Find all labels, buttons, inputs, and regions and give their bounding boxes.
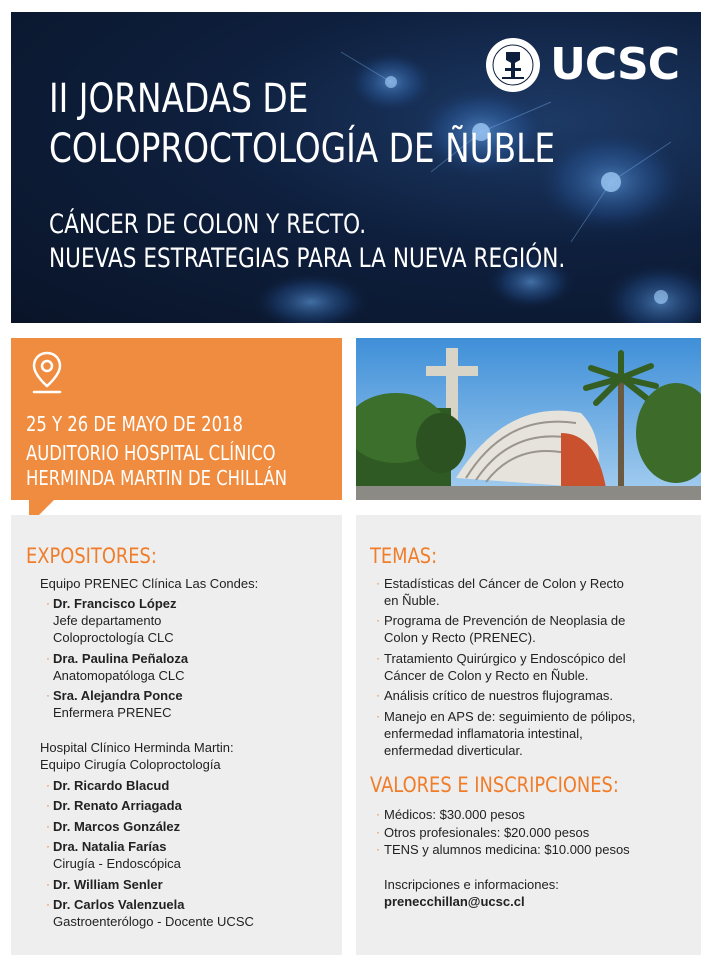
bullet-icon: · — [46, 897, 50, 911]
expositores-panel — [11, 515, 342, 955]
price-item: Otros profesionales: $20.000 pesos — [384, 825, 590, 840]
bullet-icon: · — [46, 688, 50, 702]
speaker-role: Cirugía - Endoscópica — [53, 856, 181, 871]
topic-item: Estadísticas del Cáncer de Colon y Recto — [384, 576, 624, 591]
title-line-1: II JORNADAS DE — [49, 76, 309, 122]
speaker-role: Jefe departamento — [53, 613, 162, 628]
topic-item: enfermedad inflamatoria intestinal, — [384, 726, 583, 741]
subtitle-line-1: CÁNCER DE COLON Y RECTO. — [49, 209, 367, 240]
topic-item: Análisis crítico de nuestros flujogramas. — [384, 688, 614, 703]
venue-photo — [356, 338, 701, 500]
bullet-icon: · — [46, 877, 50, 891]
expositores-heading: EXPOSITORES: — [26, 544, 157, 568]
valores-heading: VALORES E INSCRIPCIONES: — [370, 773, 619, 797]
bullet-icon: · — [376, 688, 380, 702]
speaker-name: Dr. Marcos González — [53, 819, 181, 834]
bullet-icon: · — [376, 709, 380, 723]
bullet-icon: · — [46, 596, 50, 610]
topic-item: enfermedad diverticular. — [384, 743, 523, 758]
temas-heading: TEMAS: — [370, 544, 438, 568]
speaker-role: Anatomopatóloga CLC — [53, 668, 185, 683]
speaker-name: Dr. Ricardo Blacud — [53, 778, 170, 793]
bullet-icon: · — [376, 651, 380, 665]
group1-intro: Equipo PRENEC Clínica Las Condes: — [40, 576, 259, 591]
bullet-icon: · — [46, 819, 50, 833]
topic-item: Tratamiento Quirúrgico y Endoscópico del — [384, 651, 626, 666]
bullet-icon: · — [376, 842, 380, 856]
contact-label: Inscripciones e informaciones: — [384, 877, 559, 892]
speaker-role: Coloproctología CLC — [53, 630, 174, 645]
topic-item: Programa de Prevención de Neoplasia de — [384, 613, 626, 628]
bullet-icon: · — [376, 613, 380, 627]
header-banner — [11, 12, 701, 323]
speaker-name: Dr. William Senler — [53, 877, 163, 892]
price-item: TENS y alumnos medicina: $10.000 pesos — [384, 842, 630, 857]
group2-intro: Equipo Cirugía Coloproctología — [40, 757, 221, 772]
event-info-box — [11, 338, 342, 500]
bullet-icon: · — [46, 798, 50, 812]
price-item: Médicos: $30.000 pesos — [384, 807, 525, 822]
topic-item: Manejo en APS de: seguimiento de pólipos, — [384, 709, 636, 724]
topic-item: Colon y Recto (PRENEC). — [384, 630, 536, 645]
speaker-name: Dra. Paulina Peñaloza — [53, 651, 189, 666]
speaker-role: Enfermera PRENEC — [53, 705, 172, 720]
bullet-icon: · — [46, 839, 50, 853]
bullet-icon: · — [376, 807, 380, 821]
bullet-icon: · — [376, 576, 380, 590]
page-title — [49, 74, 555, 174]
speaker-name: Dra. Natalia Farías — [53, 839, 167, 854]
speaker-name: Dr. Renato Arriagada — [53, 798, 182, 813]
subtitle-line-2: NUEVAS ESTRATEGIAS PARA LA NUEVA REGIÓN. — [49, 243, 566, 274]
group2-intro: Hospital Clínico Herminda Martin: — [40, 740, 234, 755]
speaker-name: Dr. Carlos Valenzuela — [53, 897, 185, 912]
page-subtitle — [49, 208, 565, 276]
speaker-name: Sra. Alejandra Ponce — [53, 688, 183, 703]
bullet-icon: · — [46, 778, 50, 792]
title-line-2: COLOPROCTOLOGÍA DE ÑUBLE — [49, 126, 556, 172]
location-pin-icon — [28, 350, 66, 396]
contact-email-link[interactable]: prenecchillan@ucsc.cl — [384, 894, 525, 909]
event-date: 25 Y 26 DE MAYO DE 2018 — [26, 412, 243, 436]
bullet-icon: · — [46, 651, 50, 665]
topic-item: Cáncer de Colon y Recto en Ñuble. — [384, 668, 589, 683]
event-venue-line-1: AUDITORIO HOSPITAL CLÍNICO — [26, 441, 276, 465]
speaker-role: Gastroenterólogo - Docente UCSC — [53, 914, 254, 929]
topic-item: en Ñuble. — [384, 593, 440, 608]
event-venue-line-2: HERMINDA MARTIN DE CHILLÁN — [26, 466, 287, 490]
speaker-name: Dr. Francisco López — [53, 596, 177, 611]
ucsc-logo-text: UCSC — [550, 39, 679, 90]
bullet-icon: · — [376, 825, 380, 839]
temas-panel — [356, 515, 701, 955]
cathedral-illustration — [356, 338, 701, 500]
